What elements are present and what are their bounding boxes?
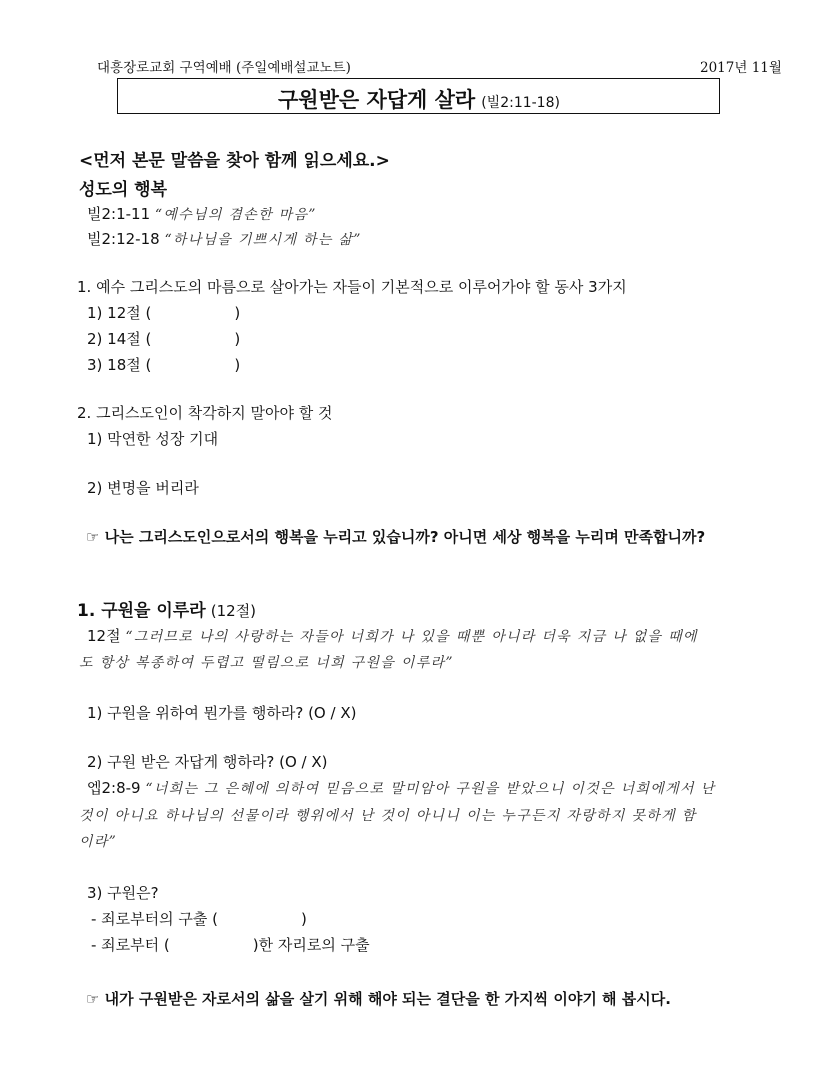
question-1-title: 1. 예수 그리스도의 마름으로 살아가는 자들이 기본적으로 이루어가야 할 동사 3가지 [77, 278, 627, 296]
part-1-point-3b [91, 934, 370, 955]
eph-text-continued: 것이 아니요 하나님의 선물이라 행위에서 난 것이 아니니 이는 누구든지 자랑하지 못하게 함 [79, 808, 697, 824]
blessing-ref: 빌2:1-11 [87, 205, 151, 223]
part-1-heading [77, 596, 256, 621]
part-1-point-3a [91, 908, 307, 929]
part-1-title: 1. 구원을 이루라 [77, 601, 206, 621]
blessing-heading: 성도의 행복 [79, 180, 168, 200]
sermon-reference: (빌2:11-18) [481, 95, 560, 111]
part-1-point-3: 3) 구원은? [87, 884, 159, 902]
page-title [278, 84, 560, 114]
item-close: ) [234, 304, 241, 322]
question-1-item [87, 302, 240, 323]
question-1-item [87, 328, 240, 349]
verse-quote-line [87, 625, 698, 646]
part-1-verse: (12절) [210, 602, 257, 620]
question-2-title: 2. 그리스도인이 착각하지 말아야 할 것 [77, 404, 333, 422]
blessing-ref: 빌2:12-18 [87, 230, 160, 248]
part-1-point-2: 2) 구원 받은 자답게 행하라? (O / X) [87, 753, 328, 771]
intro-instruction: <먼저 본문 말씀을 찾아 함께 읽으세요.> [79, 151, 390, 171]
question-1-item [87, 354, 240, 375]
part-1-point-1: 1) 구원을 위하여 뭔가를 행하라? (O / X) [87, 704, 357, 722]
eph-text-end: 이라” [79, 834, 118, 850]
eph-ref: 엡2:8-9 [87, 779, 141, 797]
item-close: )한 자리로의 구출 [252, 936, 370, 954]
verse-text: “그러므로 나의 사랑하는 자들아 너희가 나 있을 때뿐 아니라 더욱 지금 나 없을 때에 [125, 629, 698, 645]
reflection-question-2: ☞ 내가 구원받은 자로서의 삶을 살기 위해 해야 되는 결단을 한 가지씩 이야기 해 봅시다. [86, 990, 671, 1008]
item-close: ) [234, 330, 241, 348]
blessing-quote: “하나님을 기쁘시게 하는 삶” [164, 232, 362, 248]
blessing-line [87, 203, 317, 224]
item-label: - 죄로부터 ( [91, 936, 170, 954]
reflection-question-1: ☞ 나는 그리스도인으로서의 행복을 누리고 있습니까? 아니면 세상 행복을 누리며 만족합니까? [86, 528, 706, 546]
item-close: ) [301, 910, 307, 928]
eph-quote-line [87, 777, 715, 798]
blessing-quote: “예수님의 겸손한 마음” [154, 207, 317, 223]
header-date: 2017년 11월 [700, 60, 782, 76]
item-label: - 죄로부터의 구출 ( [91, 910, 218, 928]
title-box [117, 78, 720, 114]
item-label: 1) 12절 ( [87, 304, 152, 322]
question-2-item: 2) 변명을 버리라 [87, 479, 199, 497]
eph-text: “너희는 그 은혜에 의하여 믿음으로 말미암아 구원을 받았으니 이것은 너희에게서 난 [145, 781, 716, 797]
header-church-label: 대흥장로교회 구역예배 (주일예배설교노트) [97, 60, 351, 76]
item-label: 3) 18절 ( [87, 356, 152, 374]
question-2-item: 1) 막연한 성장 기대 [87, 430, 219, 448]
item-label: 2) 14절 ( [87, 330, 152, 348]
sermon-title: 구원받은 자답게 살라 [278, 88, 476, 112]
verse-text-continued: 도 항상 복종하여 두렵고 떨림으로 너희 구원을 이루라” [79, 655, 454, 671]
item-close: ) [234, 356, 241, 374]
verse-ref: 12절 [87, 627, 121, 645]
blessing-line [87, 228, 362, 249]
